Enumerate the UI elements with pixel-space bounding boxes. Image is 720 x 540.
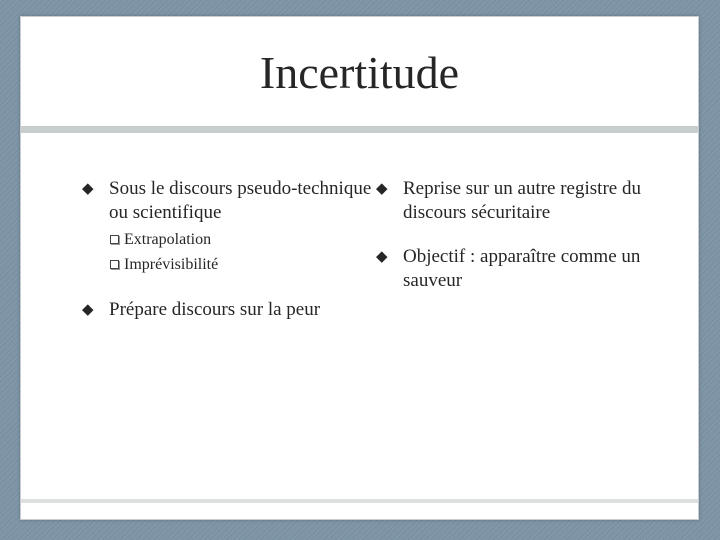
bullet-text: Sous le discours pseudo-technique ou scientifique (109, 178, 372, 223)
left-column (79, 177, 379, 322)
title-divider (21, 126, 698, 133)
diamond-icon: ◆ (82, 181, 94, 197)
square-checkbox-icon (110, 260, 119, 269)
sub-bullet-item (79, 230, 379, 250)
diamond-icon: ◆ (82, 302, 94, 318)
sub-bullet-text: Extrapolation (124, 231, 212, 248)
bullet-item (79, 298, 379, 322)
sub-bullet-text: Imprévisibilité (124, 256, 219, 273)
bullet-text: Objectif : apparaître comme un sauveur (403, 246, 641, 291)
bullet-item (373, 177, 673, 225)
bullet-item (79, 177, 379, 225)
diamond-icon: ◆ (376, 181, 388, 197)
bullet-text: Reprise sur un autre registre du discours sécuritaire (403, 178, 641, 223)
bullet-text: Prépare discours sur la peur (109, 299, 321, 320)
right-column (373, 177, 673, 293)
footer-divider (21, 499, 698, 503)
slide (20, 16, 699, 520)
slide-title: Incertitude (259, 47, 460, 98)
sub-bullet-item (79, 255, 379, 275)
square-checkbox-icon (110, 235, 119, 244)
bullet-item (373, 245, 673, 293)
diamond-icon: ◆ (376, 249, 388, 265)
